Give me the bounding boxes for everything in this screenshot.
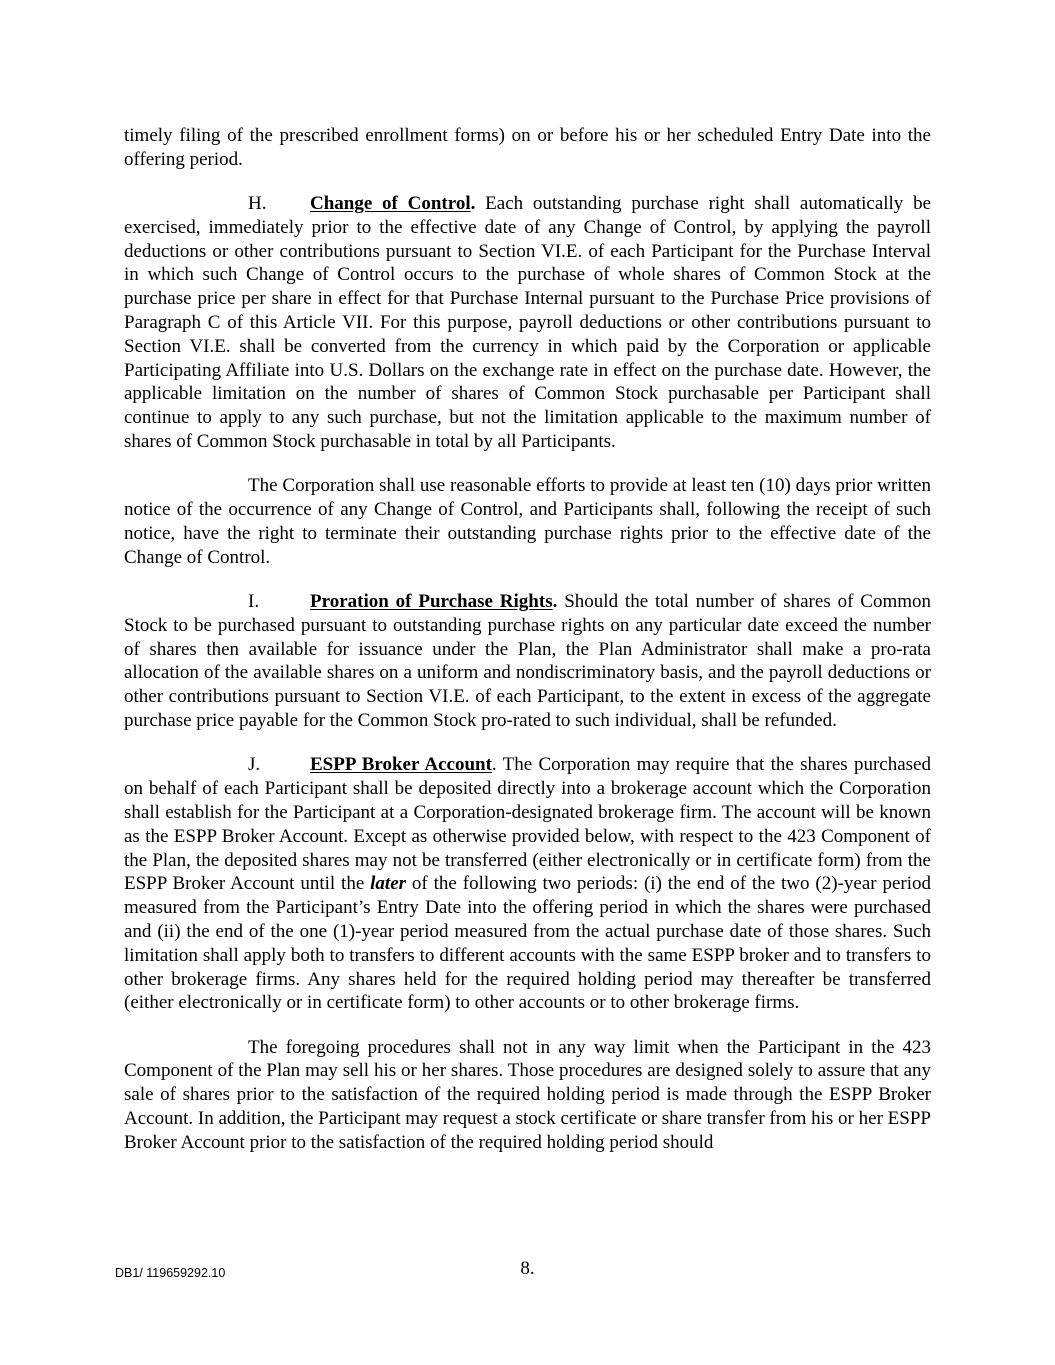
document-body [124,124,931,1175]
section-h-letter: H. [248,193,267,215]
section-j-body-a: . The Corporation may require that the shares purchased on behalf of each Participant shall be deposited directly into a brokerage account which the Corporation shall establish for the Participant at a Corporation-designated brokerage firm. The account will be known as the ESPP Broker Account. Except as otherwise provided below, with respect to the 423 Component of the Plan, the deposited shares may not be transferred (either electronically or in certificate form) from the ESPP Broker Account until the [124,754,931,895]
section-j-body-b: of the following two periods: (i) the end of the two (2)-year period measured from the Participant’s Entry Date into the offering period in which the shares were purchased and (ii) the end of the one (1)-year period measured from the actual purchase date of those shares. Such limitation shall apply both to transfers to different accounts with the same ESPP broker and to transfers to other brokerage firms. Any shares held for the required holding period may thereafter be transferred (either electronically or in certificate form) to other accounts or to other brokerage firms. [124,873,932,1014]
section-h-heading: Change of Control [310,193,471,215]
notice-paragraph: The Corporation shall use reasonable efforts to provide at least ten (10) days prior written notice of the occurrence of any Change of Control, and Participants shall, following the receipt of such notice, have the right to terminate their outstanding purchase rights prior to the effective date of the Change of Control. [124,475,931,568]
section-j-emphasis: later [370,873,407,895]
section-h-paragraph [124,192,931,454]
document-id: DB1/ 119659292.10 [115,1266,226,1280]
section-h-heading-punct: . [470,193,476,215]
section-i-heading: Proration of Purchase Rights [310,591,553,613]
section-j-paragraph [124,753,931,1015]
section-j-heading: ESPP Broker Account [310,754,492,776]
section-i-body: Should the total number of shares of Common Stock to be purchased pursuant to outstanding purchase rights on any particular date exceed the number of shares then available for issuance under the Plan, the Plan Administrator shall make a pro-rata allocation of the available shares on a uniform and nondiscriminatory basis, and the payroll deductions or other contributions pursuant to Section VI.E. of each Participant, to the extent in excess of the aggregate purchase price payable for the Common Stock pro-rated to such individual, shall be refunded. [124,591,932,732]
paragraph-continuation: timely filing of the prescribed enrollment forms) on or before his or her scheduled Entry Date into the offering period. [124,125,931,170]
section-i-heading-punct: . [552,591,558,613]
section-i-paragraph [124,590,931,733]
section-h-body: Each outstanding purchase right shall automatically be exercised, immediately prior to the effective date of any Change of Control, by applying the payroll deductions or other contributions pursuant to Section VI.E. of each Participant for the Purchase Interval in which such Change of Control occurs to the purchase of whole shares of Common Stock at the purchase price per share in effect for that Purchase Internal pursuant to the Purchase Price provisions of Paragraph C of this Article VII. For this purpose, payroll deductions or other contributions pursuant to Section VI.E. shall be converted from the currency in which paid by the Corporation or applicable Participating Affiliate into U.S. Dollars on the exchange rate in effect on the purchase date. However, the applicable limitation on the number of shares of Common Stock purchasable per Participant shall continue to apply to any such purchase, but not the limitation applicable to the maximum number of shares of Common Stock purchasable in total by all Participants. [124,193,932,453]
page-number: 8. [520,1258,535,1279]
section-i-letter: I. [248,591,260,613]
section-j-letter: J. [248,754,261,776]
final-paragraph: The foregoing procedures shall not in any way limit when the Participant in the 423 Component of the Plan may sell his or her shares. Those procedures are designed solely to assure that any sale of shares prior to the satisfaction of the required holding period is made through the ESPP Broker Account. In addition, the Participant may request a stock certificate or share transfer from his or her ESPP Broker Account prior to the satisfaction of the required holding period should [124,1036,931,1153]
